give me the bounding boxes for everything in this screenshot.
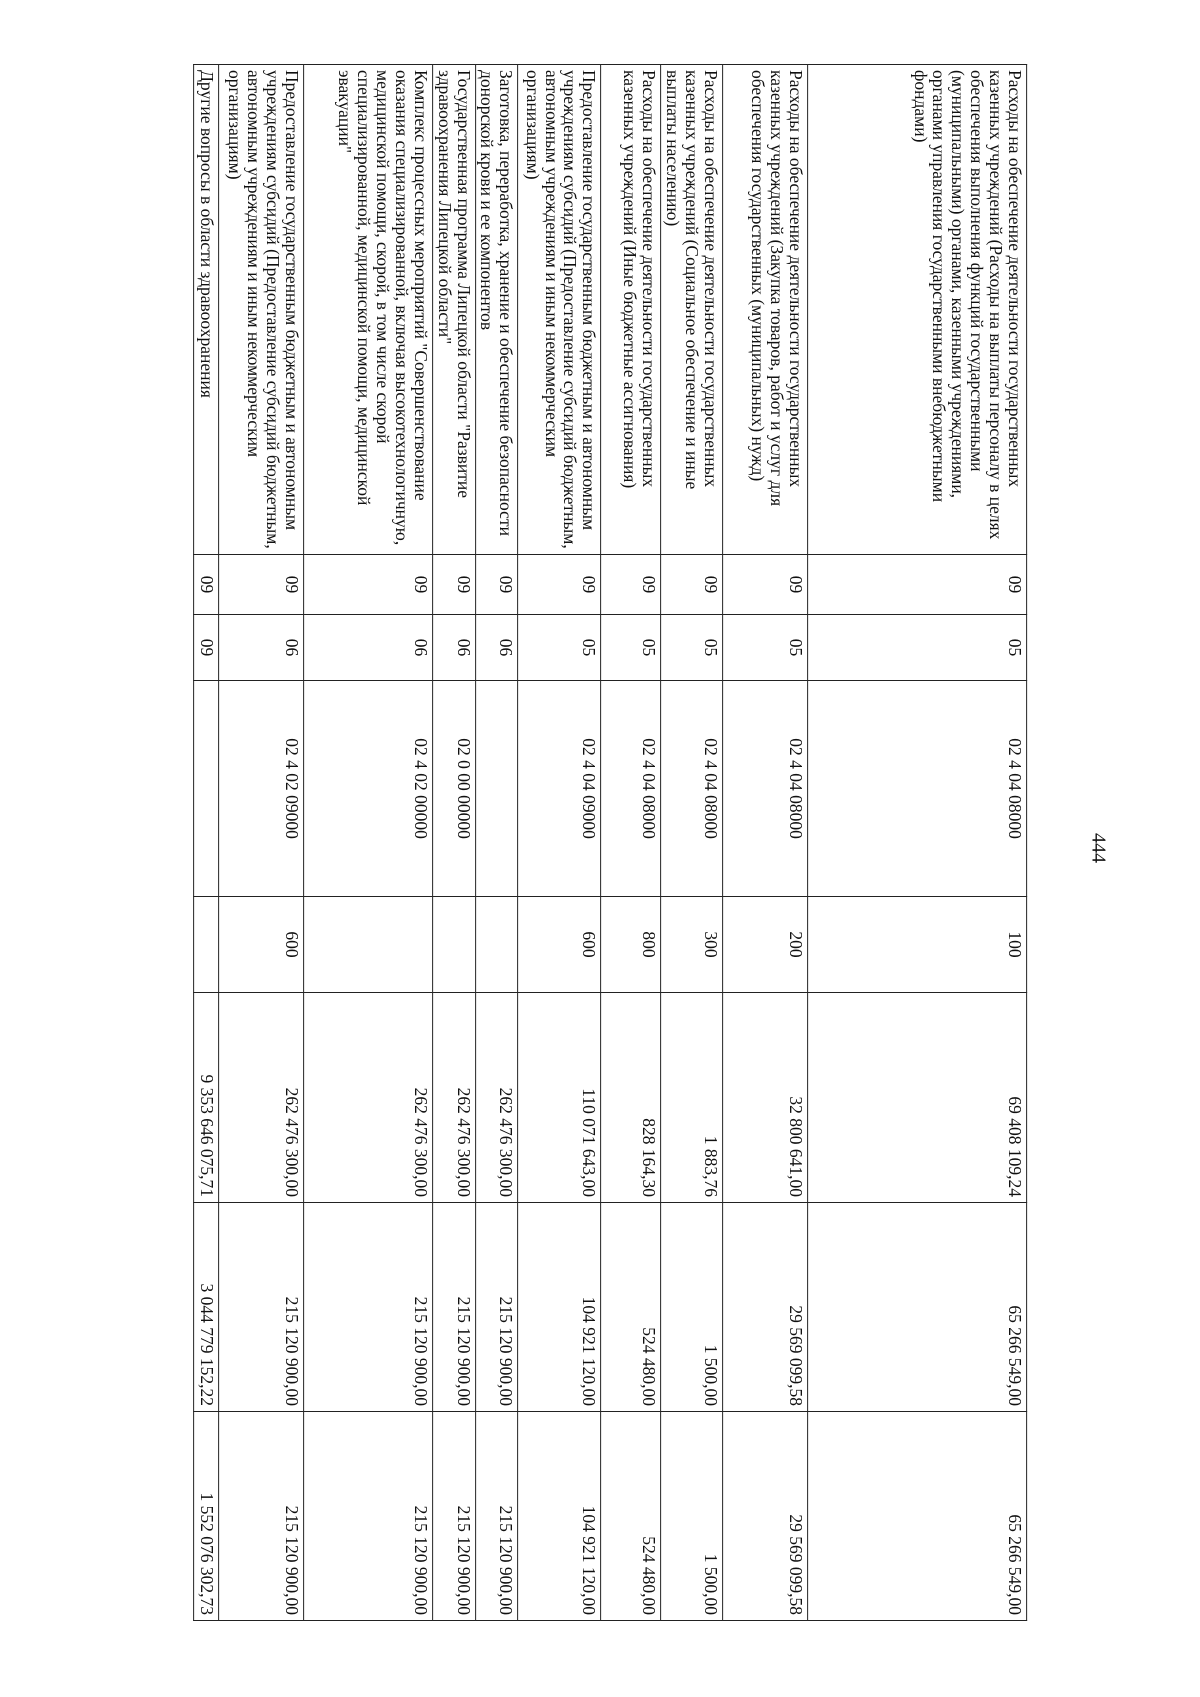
subsection-code: 06 <box>218 615 303 681</box>
expense-type-code: 600 <box>218 897 303 993</box>
row-name: Комплекс процессных мероприятий "Совершенствование оказания специализированной, включая высокотехнологичную, медицинской помощи, скорой, в том числе скорой специализированной, медицинской помощи, медицинской эвакуации" <box>303 65 432 555</box>
row-name: Государственная программа Липецкой области "Развитие здравоохранения Липецкой области" <box>432 65 475 555</box>
amount-year-2: 29 569 099,58 <box>723 1203 808 1412</box>
target-article-code: 02 0 00 00000 <box>432 681 475 897</box>
amount-year-2: 215 120 900,00 <box>218 1203 303 1412</box>
amount-year-1: 69 408 109,24 <box>808 993 1027 1203</box>
target-article-code: 02 4 02 00000 <box>303 681 432 897</box>
section-code: 09 <box>303 555 432 615</box>
amount-year-3: 104 921 120,00 <box>518 1412 601 1621</box>
row-name: Предоставление государственным бюджетным и автономным учреждениям субсидий (Предоставление субсидий бюджетным, автономным учреждениям и иным некоммерческим организациям) <box>518 65 601 555</box>
subsection-code: 05 <box>808 615 1027 681</box>
table-row <box>475 65 518 1621</box>
amount-year-2: 1 500,00 <box>661 1203 723 1412</box>
table-row <box>303 65 432 1621</box>
amount-year-1: 32 800 641,00 <box>723 993 808 1203</box>
section-code: 09 <box>193 555 218 615</box>
amount-year-2: 215 120 900,00 <box>432 1203 475 1412</box>
target-article-code: 02 4 04 08000 <box>723 681 808 897</box>
target-article-code: 02 4 02 09000 <box>218 681 303 897</box>
expense-type-code: 100 <box>808 897 1027 993</box>
amount-year-2: 524 480,00 <box>601 1203 661 1412</box>
expense-type-code <box>193 897 218 993</box>
amount-year-3: 215 120 900,00 <box>303 1412 432 1621</box>
budget-table-rotated <box>193 64 1027 1620</box>
row-name: Другие вопросы в области здравоохранения <box>193 65 218 555</box>
target-article-code <box>475 681 518 897</box>
amount-year-3: 29 569 099,58 <box>723 1412 808 1621</box>
section-code: 09 <box>661 555 723 615</box>
amount-year-2: 65 266 549,00 <box>808 1203 1027 1412</box>
subsection-code: 06 <box>303 615 432 681</box>
expense-type-code: 200 <box>723 897 808 993</box>
subsection-code: 06 <box>432 615 475 681</box>
table-row <box>432 65 475 1621</box>
table-row <box>808 65 1027 1621</box>
budget-table <box>193 64 1027 1621</box>
target-article-code <box>193 681 218 897</box>
section-code: 09 <box>518 555 601 615</box>
subsection-code: 05 <box>518 615 601 681</box>
amount-year-1: 262 476 300,00 <box>475 993 518 1203</box>
table-row <box>601 65 661 1621</box>
amount-year-1: 9 353 646 075,71 <box>193 993 218 1203</box>
section-code: 09 <box>218 555 303 615</box>
amount-year-1: 262 476 300,00 <box>432 993 475 1203</box>
subsection-code: 09 <box>193 615 218 681</box>
row-name: Расходы на обеспечение деятельности государственных казенных учреждений (Расходы на выплаты персоналу в целях обеспечения выполнения функций государственными (муниципальными) органами, казенными учреждениями, органами управления государственными внебюджетными фондами) <box>808 65 1027 555</box>
amount-year-1: 110 071 643,00 <box>518 993 601 1203</box>
amount-year-2: 104 921 120,00 <box>518 1203 601 1412</box>
page-number: 444 <box>1087 833 1110 863</box>
amount-year-3: 1 500,00 <box>661 1412 723 1621</box>
expense-type-code <box>432 897 475 993</box>
row-name: Расходы на обеспечение деятельности государственных казенных учреждений (Иные бюджетные ассигнования) <box>601 65 661 555</box>
amount-year-3: 65 266 549,00 <box>808 1412 1027 1621</box>
subsection-code: 05 <box>723 615 808 681</box>
amount-year-3: 1 552 076 302,73 <box>193 1412 218 1621</box>
amount-year-3: 215 120 900,00 <box>475 1412 518 1621</box>
expense-type-code: 300 <box>661 897 723 993</box>
table-row <box>193 65 218 1621</box>
expense-type-code: 800 <box>601 897 661 993</box>
target-article-code: 02 4 04 08000 <box>808 681 1027 897</box>
row-name: Заготовка, переработка, хранение и обеспечение безопасности донорской крови и ее компонентов <box>475 65 518 555</box>
target-article-code: 02 4 04 08000 <box>601 681 661 897</box>
row-name: Расходы на обеспечение деятельности государственных казенных учреждений (Закупка товаров, работ и услуг для обеспечения государственных (муниципальных) нужд) <box>723 65 808 555</box>
table-row <box>661 65 723 1621</box>
target-article-code: 02 4 04 08000 <box>661 681 723 897</box>
table-row <box>218 65 303 1621</box>
section-code: 09 <box>808 555 1027 615</box>
table-row <box>518 65 601 1621</box>
amount-year-2: 215 120 900,00 <box>303 1203 432 1412</box>
expense-type-code <box>303 897 432 993</box>
amount-year-3: 524 480,00 <box>601 1412 661 1621</box>
section-code: 09 <box>432 555 475 615</box>
expense-type-code <box>475 897 518 993</box>
subsection-code: 05 <box>661 615 723 681</box>
section-code: 09 <box>601 555 661 615</box>
amount-year-3: 215 120 900,00 <box>432 1412 475 1621</box>
row-name: Предоставление государственным бюджетным и автономным учреждениям субсидий (Предоставление субсидий бюджетным, автономным учреждениям и иным некоммерческим организациям) <box>218 65 303 555</box>
amount-year-2: 215 120 900,00 <box>475 1203 518 1412</box>
row-name: Расходы на обеспечение деятельности государственных казенных учреждений (Социальное обеспечение и иные выплаты населению) <box>661 65 723 555</box>
table-row <box>723 65 808 1621</box>
amount-year-1: 1 883,76 <box>661 993 723 1203</box>
expense-type-code: 600 <box>518 897 601 993</box>
section-code: 09 <box>723 555 808 615</box>
section-code: 09 <box>475 555 518 615</box>
subsection-code: 06 <box>475 615 518 681</box>
amount-year-1: 262 476 300,00 <box>218 993 303 1203</box>
amount-year-1: 828 164,30 <box>601 993 661 1203</box>
amount-year-3: 215 120 900,00 <box>218 1412 303 1621</box>
subsection-code: 05 <box>601 615 661 681</box>
amount-year-1: 262 476 300,00 <box>303 993 432 1203</box>
target-article-code: 02 4 04 09000 <box>518 681 601 897</box>
amount-year-2: 3 044 779 152,22 <box>193 1203 218 1412</box>
